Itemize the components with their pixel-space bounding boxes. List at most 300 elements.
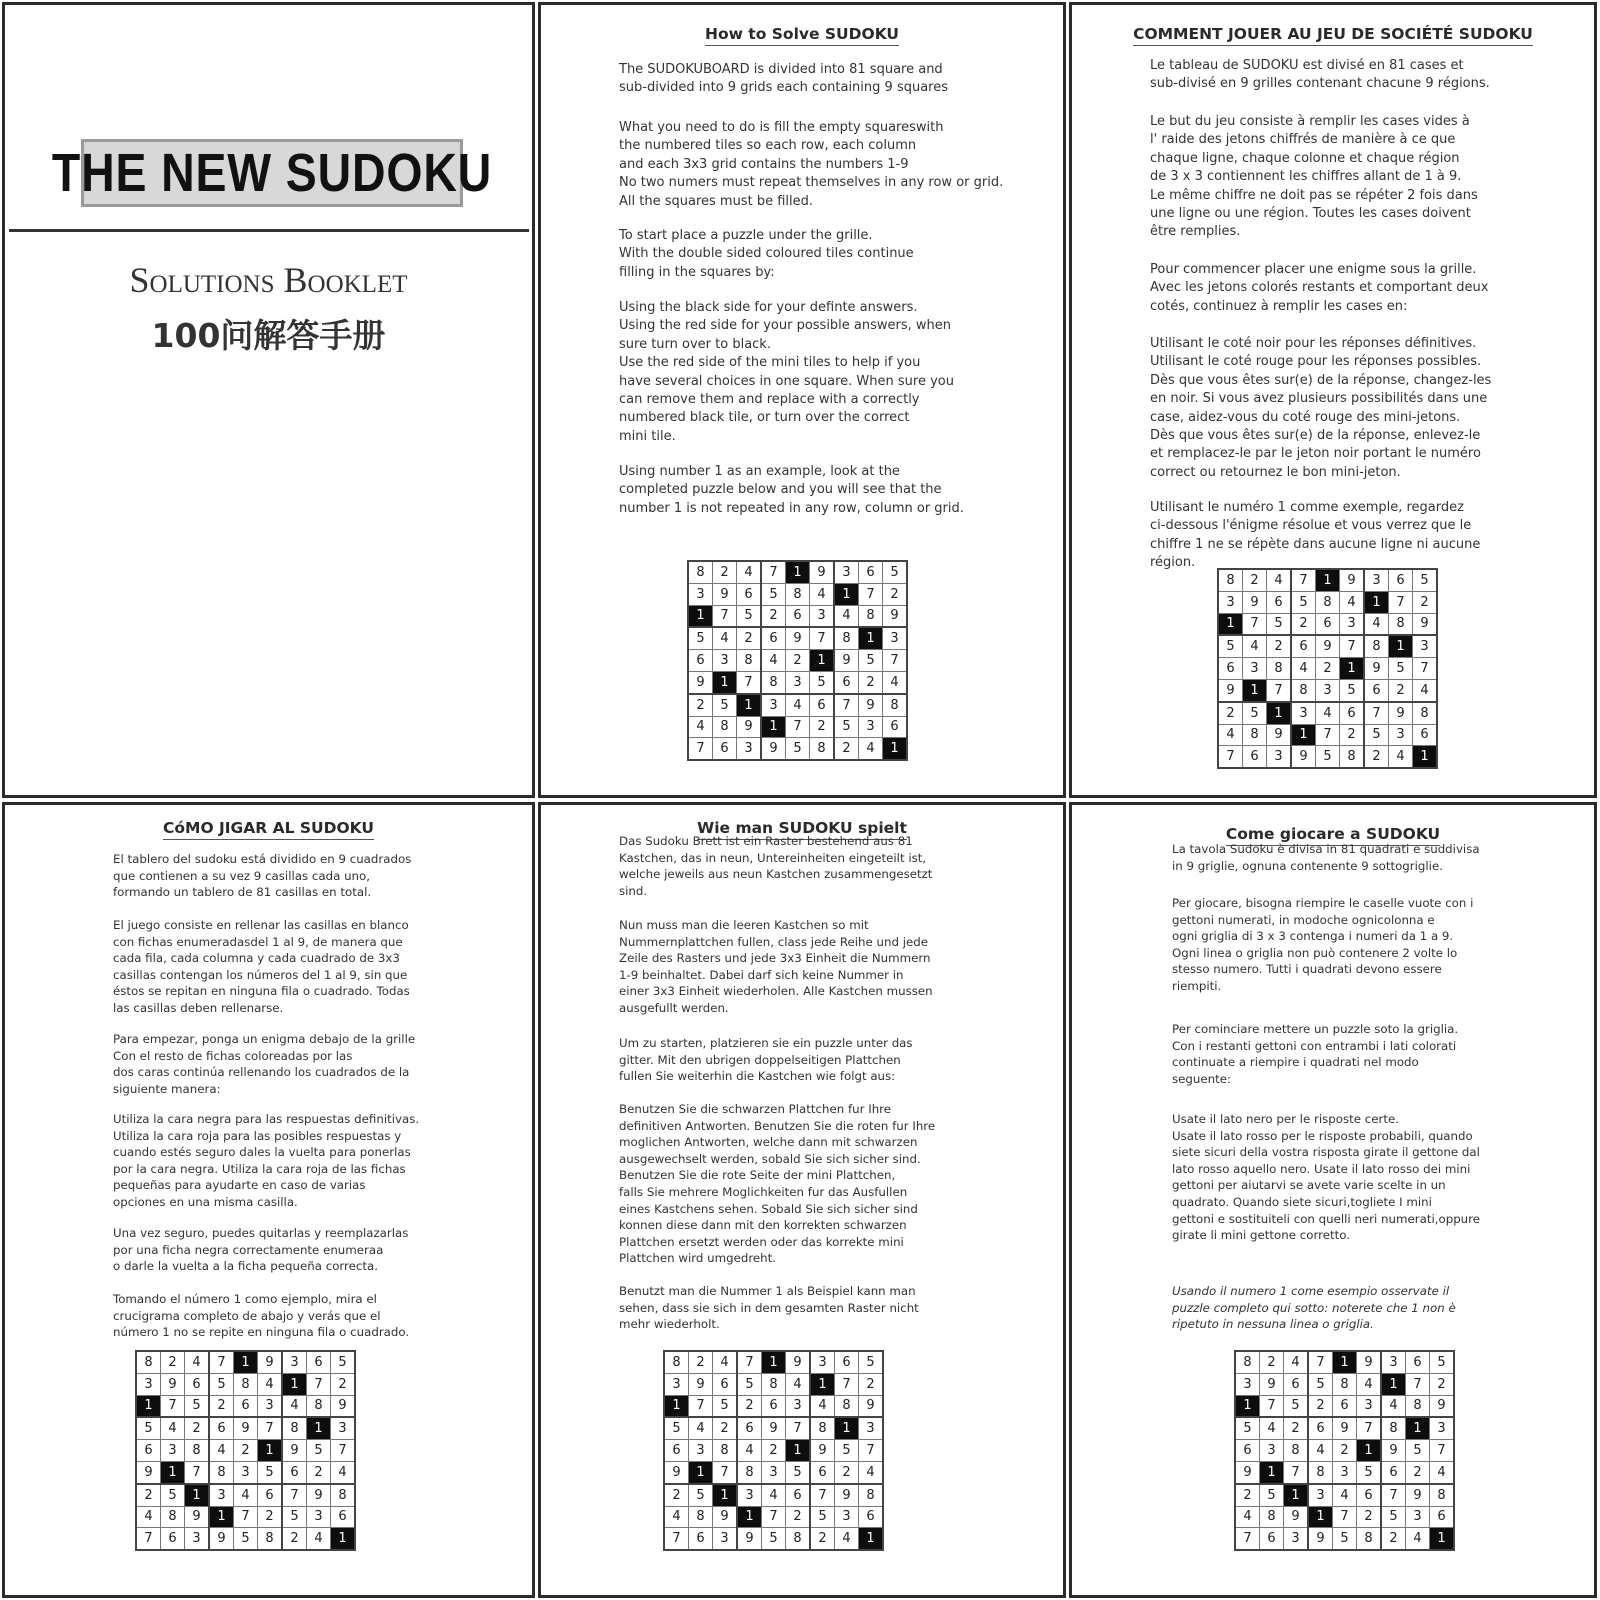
sudoku-row <box>688 671 907 693</box>
sudoku-cell: 8 <box>1267 658 1292 680</box>
sudoku-cell: 9 <box>810 561 835 583</box>
sudoku-cell: 2 <box>761 605 786 627</box>
sudoku-cell: 5 <box>689 1484 713 1506</box>
sudoku-cell: 2 <box>834 738 859 760</box>
sudoku-cell: 1 <box>737 1506 762 1528</box>
divider <box>9 229 529 232</box>
sudoku-cell: 8 <box>761 671 786 693</box>
sudoku-cell: 8 <box>234 1373 258 1395</box>
sudoku-cell: 1 <box>810 650 835 672</box>
sudoku-cell: 9 <box>883 605 908 627</box>
sudoku-cell: 7 <box>786 1417 811 1439</box>
sudoku-row <box>1235 1506 1454 1528</box>
brand-logo <box>51 139 493 207</box>
sudoku-cell: 3 <box>1357 1395 1382 1417</box>
sudoku-cell: 2 <box>234 1440 258 1462</box>
sudoku-cell: 5 <box>713 1395 738 1417</box>
sudoku-cell: 5 <box>1430 1351 1455 1373</box>
sudoku-cell: 5 <box>688 627 713 649</box>
sudoku-cell: 1 <box>1218 613 1243 635</box>
sudoku-cell: 7 <box>161 1395 185 1417</box>
sudoku-cell: 3 <box>331 1417 356 1439</box>
sudoku-cell: 7 <box>1364 702 1389 724</box>
sudoku-cell: 8 <box>834 627 859 649</box>
sudoku-cell: 3 <box>1340 613 1365 635</box>
sudoku-cell: 4 <box>1340 591 1365 613</box>
sudoku-solution-grid <box>663 1350 884 1551</box>
sudoku-row <box>664 1351 883 1373</box>
sudoku-cell: 1 <box>234 1351 258 1373</box>
paragraph: Benutzt man die Nummer 1 als Beispiel kann man sehen, dass sie sich in dem gesamten Raster nicht mehr wiederholt. <box>619 1284 919 1332</box>
sudoku-cell: 7 <box>209 1351 234 1373</box>
sudoku-row <box>1218 569 1437 591</box>
sudoku-cell: 5 <box>1340 679 1365 701</box>
sudoku-cell: 5 <box>1267 613 1292 635</box>
sudoku-cell: 3 <box>1406 1506 1430 1528</box>
sudoku-cell: 2 <box>1340 724 1365 746</box>
sudoku-cell: 4 <box>834 605 859 627</box>
sudoku-cell: 2 <box>1291 613 1316 635</box>
sudoku-cell: 8 <box>1406 1395 1430 1417</box>
sudoku-row <box>1218 724 1437 746</box>
sudoku-cell: 2 <box>688 694 713 716</box>
sudoku-cell: 3 <box>664 1373 689 1395</box>
french-instructions-page <box>1069 2 1597 798</box>
sudoku-cell: 1 <box>1267 702 1292 724</box>
sudoku-cell: 3 <box>1260 1440 1284 1462</box>
paragraph: Using the black side for your definte answers. Using the red side for your possible answers, when sure turn over to black. Use the red side of the mini tiles to help if you have several choices in one square. When sure you can remove them and replace with a correctly numbered black tile, or turn over the correct mini tile. <box>619 300 954 444</box>
sudoku-cell: 6 <box>1357 1484 1382 1506</box>
sudoku-cell: 4 <box>1430 1461 1455 1483</box>
sudoku-cell: 7 <box>331 1440 356 1462</box>
sudoku-cell: 9 <box>1316 635 1340 657</box>
sudoku-cell: 8 <box>762 1373 786 1395</box>
sudoku-cell: 8 <box>1340 746 1365 768</box>
spanish-instructions-page <box>2 802 535 1598</box>
sudoku-cell: 5 <box>834 716 859 738</box>
sudoku-cell: 3 <box>1243 658 1267 680</box>
sudoku-cell: 8 <box>209 1461 234 1483</box>
sudoku-cell: 6 <box>1333 1395 1357 1417</box>
sudoku-cell: 6 <box>810 694 835 716</box>
sudoku-cell: 5 <box>761 583 786 605</box>
sudoku-cell: 8 <box>1357 1528 1382 1550</box>
sudoku-cell: 7 <box>282 1484 307 1506</box>
sudoku-row <box>688 694 907 716</box>
sudoku-cell: 3 <box>859 1417 884 1439</box>
sudoku-cell: 3 <box>161 1440 185 1462</box>
sudoku-cell: 3 <box>835 1506 859 1528</box>
sudoku-cell: 4 <box>1235 1506 1260 1528</box>
sudoku-row <box>136 1417 355 1439</box>
sudoku-cell: 4 <box>1333 1484 1357 1506</box>
sudoku-cell: 4 <box>762 1484 786 1506</box>
sudoku-cell: 8 <box>307 1395 331 1417</box>
sudoku-row <box>136 1351 355 1373</box>
sudoku-row <box>136 1373 355 1395</box>
sudoku-cell: 7 <box>1406 1373 1430 1395</box>
sudoku-cell: 4 <box>883 671 908 693</box>
sudoku-cell: 2 <box>1218 702 1243 724</box>
sudoku-solution-grid <box>1234 1350 1455 1551</box>
sudoku-cell: 4 <box>1218 724 1243 746</box>
italian-instructions-page <box>1069 802 1597 1598</box>
sudoku-cell: 5 <box>1389 658 1413 680</box>
sudoku-cell: 8 <box>689 1506 713 1528</box>
sudoku-cell: 8 <box>1291 679 1316 701</box>
sudoku-cell: 8 <box>1316 591 1340 613</box>
sudoku-cell: 3 <box>258 1395 283 1417</box>
sudoku-cell: 4 <box>688 716 713 738</box>
sudoku-cell: 8 <box>688 561 713 583</box>
sudoku-cell: 6 <box>1308 1417 1333 1439</box>
sudoku-cell: 8 <box>1218 569 1243 591</box>
sudoku-cell: 5 <box>859 650 883 672</box>
sudoku-cell: 2 <box>737 1395 762 1417</box>
sudoku-cell: 4 <box>713 1351 738 1373</box>
sudoku-cell: 6 <box>786 605 810 627</box>
sudoku-cell: 2 <box>737 627 762 649</box>
sudoku-cell: 6 <box>1284 1373 1309 1395</box>
sudoku-solution-grid <box>135 1350 356 1551</box>
sudoku-cell: 4 <box>331 1461 356 1483</box>
sudoku-cell: 6 <box>762 1395 786 1417</box>
sudoku-cell: 1 <box>1413 746 1438 768</box>
paragraph: Using number 1 as an example, look at the completed puzzle below and you will see that the number 1 is not repeated in any row, column or grid. <box>619 464 964 516</box>
sudoku-cell: 6 <box>258 1484 283 1506</box>
sudoku-row <box>688 738 907 760</box>
paragraph: To start place a puzzle under the grille. With the double sided coloured tiles continue filling in the squares by: <box>619 228 914 280</box>
sudoku-cell: 6 <box>1316 613 1340 635</box>
sudoku-cell: 1 <box>713 671 737 693</box>
sudoku-cell: 2 <box>859 1373 884 1395</box>
sudoku-cell: 8 <box>786 1528 811 1550</box>
paragraph: Benutzen Sie die schwarzen Plattchen fur Ihre definitiven Antworten. Benutzen Sie die roten fur Ihre moglichen Antworten, welche dann mit schwarzen ausgewechselt werden, sobald Sie sich sicher sind. Benutzen Sie die rote Seite der mini Plattchen, falls Sie mehrere Moglichkeiten fur das Ausfullen eines Kastchens sehen. Sobald Sie sich sicher sind konnen diese dann mit den korrekten schwarzen Plattchen ersetzt werden oder das korrekte mini Plattchen wird umgedreht. <box>619 1102 936 1266</box>
sudoku-cell: 7 <box>689 1395 713 1417</box>
sudoku-cell: 9 <box>761 738 786 760</box>
sudoku-cell: 4 <box>1406 1528 1430 1550</box>
sudoku-cell: 9 <box>1389 702 1413 724</box>
sudoku-cell: 6 <box>1291 635 1316 657</box>
sudoku-cell: 1 <box>761 716 786 738</box>
sudoku-cell: 9 <box>834 650 859 672</box>
booklet-subtitle-chinese: 100问解答手册 <box>151 316 386 355</box>
sudoku-row <box>1218 679 1437 701</box>
sudoku-cell: 7 <box>1333 1506 1357 1528</box>
sudoku-cell: 2 <box>859 671 883 693</box>
sudoku-cell: 7 <box>883 650 908 672</box>
sudoku-cell: 7 <box>737 671 762 693</box>
sudoku-cell: 2 <box>883 583 908 605</box>
sudoku-cell: 9 <box>307 1484 331 1506</box>
sudoku-cell: 6 <box>282 1461 307 1483</box>
sudoku-cell: 7 <box>835 1373 859 1395</box>
sudoku-cell: 4 <box>737 1440 762 1462</box>
sudoku-cell: 6 <box>859 1506 884 1528</box>
sudoku-cell: 1 <box>786 561 810 583</box>
sudoku-cell: 6 <box>859 561 883 583</box>
sudoku-cell: 1 <box>762 1351 786 1373</box>
sudoku-row <box>664 1440 883 1462</box>
sudoku-row <box>136 1484 355 1506</box>
sudoku-cell: 2 <box>786 1506 811 1528</box>
sudoku-cell: 5 <box>859 1351 884 1373</box>
sudoku-cell: 9 <box>859 1395 884 1417</box>
sudoku-cell: 3 <box>883 627 908 649</box>
sudoku-cell: 7 <box>258 1417 283 1439</box>
sudoku-row <box>1218 613 1437 635</box>
sudoku-cell: 1 <box>664 1395 689 1417</box>
sudoku-cell: 1 <box>1316 569 1340 591</box>
sudoku-cell: 3 <box>689 1440 713 1462</box>
sudoku-cell: 2 <box>1235 1484 1260 1506</box>
sudoku-cell: 3 <box>834 561 859 583</box>
sudoku-cell: 3 <box>1291 702 1316 724</box>
sudoku-cell: 8 <box>1308 1461 1333 1483</box>
sudoku-cell: 9 <box>258 1351 283 1373</box>
sudoku-row <box>1218 746 1437 768</box>
sudoku-row <box>136 1461 355 1483</box>
sudoku-cell: 1 <box>713 1484 738 1506</box>
sudoku-cell: 9 <box>737 716 762 738</box>
sudoku-cell: 3 <box>185 1528 210 1550</box>
sudoku-cell: 5 <box>1284 1395 1309 1417</box>
german-instructions-page <box>538 802 1066 1598</box>
sudoku-cell: 8 <box>786 583 810 605</box>
sudoku-cell: 1 <box>331 1528 356 1550</box>
sudoku-cell: 6 <box>1267 591 1292 613</box>
sudoku-cell: 8 <box>258 1528 283 1550</box>
sudoku-cell: 9 <box>664 1461 689 1483</box>
sudoku-cell: 1 <box>1291 724 1316 746</box>
sudoku-cell: 5 <box>1381 1506 1406 1528</box>
sudoku-cell: 3 <box>1218 591 1243 613</box>
sudoku-cell: 1 <box>688 605 713 627</box>
sudoku-cell: 1 <box>1284 1484 1309 1506</box>
sudoku-cell: 3 <box>1381 1351 1406 1373</box>
sudoku-cell: 2 <box>1316 658 1340 680</box>
sudoku-cell: 4 <box>258 1373 283 1395</box>
sudoku-cell: 1 <box>883 738 908 760</box>
sudoku-cell: 8 <box>1389 613 1413 635</box>
sudoku-cell: 1 <box>859 1528 884 1550</box>
sudoku-cell: 3 <box>282 1351 307 1373</box>
sudoku-cell: 3 <box>810 605 835 627</box>
sudoku-cell: 9 <box>1430 1395 1455 1417</box>
sudoku-row <box>664 1417 883 1439</box>
sudoku-cell: 8 <box>713 1440 738 1462</box>
paragraph: Utilisant le numéro 1 comme exemple, regardez ci-dessous l'énigme résolue et vous verrez que le chiffre 1 ne se répète dans aucune ligne ni aucune région. <box>1150 500 1481 571</box>
sudoku-cell: 2 <box>1413 591 1438 613</box>
sudoku-cell: 8 <box>664 1351 689 1373</box>
sudoku-cell: 7 <box>1316 724 1340 746</box>
sudoku-cell: 5 <box>883 561 908 583</box>
sudoku-cell: 9 <box>1284 1506 1309 1528</box>
sudoku-cell: 7 <box>1413 658 1438 680</box>
sudoku-cell: 4 <box>1291 658 1316 680</box>
sudoku-cell: 9 <box>282 1440 307 1462</box>
sudoku-cell: 6 <box>737 583 762 605</box>
sudoku-cell: 5 <box>209 1373 234 1395</box>
sudoku-cell: 6 <box>835 1351 859 1373</box>
sudoku-cell: 6 <box>810 1461 835 1483</box>
sudoku-cell: 4 <box>859 1461 884 1483</box>
sudoku-cell: 9 <box>1340 569 1365 591</box>
sudoku-cell: 3 <box>307 1506 331 1528</box>
sudoku-cell: 8 <box>1364 635 1389 657</box>
sudoku-cell: 5 <box>1413 569 1438 591</box>
sudoku-cell: 5 <box>161 1484 185 1506</box>
sudoku-cell: 9 <box>1291 746 1316 768</box>
sudoku-cell: 1 <box>136 1395 161 1417</box>
sudoku-cell: 9 <box>161 1373 185 1395</box>
sudoku-row <box>1235 1528 1454 1550</box>
sudoku-cell: 1 <box>834 583 859 605</box>
paragraph: Le tableau de SUDOKU est divisé en 81 cases et sub-divisé en 9 grilles contenant chacune 9 régions. <box>1150 58 1490 92</box>
sudoku-cell: 7 <box>1218 746 1243 768</box>
sudoku-cell: 2 <box>1406 1461 1430 1483</box>
sudoku-cell: 2 <box>1357 1506 1382 1528</box>
sudoku-cell: 5 <box>1235 1417 1260 1439</box>
sudoku-cell: 2 <box>762 1440 786 1462</box>
sudoku-cell: 6 <box>1218 658 1243 680</box>
sudoku-row <box>1235 1351 1454 1373</box>
sudoku-cell: 2 <box>282 1528 307 1550</box>
sudoku-cell: 3 <box>1413 635 1438 657</box>
sudoku-cell: 8 <box>883 694 908 716</box>
sudoku-cell: 7 <box>1381 1484 1406 1506</box>
sudoku-cell: 9 <box>688 671 713 693</box>
sudoku-row <box>1235 1440 1454 1462</box>
sudoku-row <box>1218 658 1437 680</box>
sudoku-cell: 9 <box>835 1484 859 1506</box>
paragraph: El tablero del sudoku está dividido en 9 cuadrados que contienen a su vez 9 casillas cada uno, formando un tablero de 81 casillas en total. <box>113 852 412 900</box>
sudoku-cell: 9 <box>1218 679 1243 701</box>
page-title: CóMO JIGAR AL SUDOKU <box>5 819 532 837</box>
sudoku-cell: 2 <box>307 1461 331 1483</box>
sudoku-cell: 7 <box>136 1528 161 1550</box>
sudoku-cell: 5 <box>1357 1461 1382 1483</box>
sudoku-cell: 6 <box>688 650 713 672</box>
sudoku-row <box>688 561 907 583</box>
sudoku-cell: 2 <box>1389 679 1413 701</box>
sudoku-cell: 7 <box>713 1461 738 1483</box>
sudoku-cell: 7 <box>762 1506 786 1528</box>
sudoku-cell: 6 <box>713 1373 738 1395</box>
cover-page <box>2 2 535 798</box>
sudoku-row <box>136 1528 355 1550</box>
sudoku-cell: 1 <box>810 1373 835 1395</box>
sudoku-cell: 6 <box>234 1395 258 1417</box>
sudoku-cell: 9 <box>331 1395 356 1417</box>
paragraph: Tomando el número 1 como ejemplo, mira el crucigrama completo de abajo y verás que el número 1 no se repite en ninguna fila o cuadrado. <box>113 1292 410 1340</box>
sudoku-cell: 3 <box>234 1461 258 1483</box>
sudoku-cell: 8 <box>810 738 835 760</box>
sudoku-cell: 7 <box>810 1484 835 1506</box>
sudoku-row <box>664 1484 883 1506</box>
sudoku-cell: 1 <box>1243 679 1267 701</box>
sudoku-cell: 2 <box>786 650 810 672</box>
sudoku-cell: 7 <box>234 1506 258 1528</box>
page-title: Wie man SUDOKU spielt <box>541 819 1063 837</box>
sudoku-cell: 2 <box>161 1351 185 1373</box>
sudoku-cell: 4 <box>136 1506 161 1528</box>
sudoku-cell: 3 <box>1308 1484 1333 1506</box>
sudoku-cell: 3 <box>786 1395 811 1417</box>
sudoku-cell: 6 <box>161 1528 185 1550</box>
sudoku-cell: 3 <box>859 716 883 738</box>
sudoku-cell: 9 <box>1406 1484 1430 1506</box>
paragraph: El juego consiste en rellenar las casillas en blanco con fichas enumeradasdel 1 al 9, de manera que cada fila, cada columna y cada cuadrado de 3x3 casillas contengan los números del 1 al 9, sin que éstos se repitan en ninguna fila o cuadrado. Todas las casillas deben rellenarse. <box>113 918 410 1015</box>
sudoku-cell: 5 <box>1333 1528 1357 1550</box>
sudoku-cell: 5 <box>1316 746 1340 768</box>
sudoku-cell: 4 <box>1260 1417 1284 1439</box>
paragraph: Utilisant le coté noir pour les réponses définitives. Utilisant le coté rouge pour les réponses possibles. Dès que vous êtes sur(e) de la réponse, changez-les en noir. Si vous avez plusieurs possibilités dans une case, aidez-vous du coté rouge des mini-jetons. Dès que vous êtes sur(e) de la réponse, enlevez-le et remplacez-le par le jeton noir portant le numéro correct ou retournez le bon mini-jeton. <box>1150 336 1492 480</box>
sudoku-cell: 2 <box>1284 1417 1309 1439</box>
sudoku-cell: 1 <box>1430 1528 1455 1550</box>
page-title: COMMENT JOUER AU JEU DE SOCIÉTÉ SUDOKU <box>1072 25 1594 43</box>
sudoku-cell: 3 <box>713 650 737 672</box>
sudoku-cell: 9 <box>1364 658 1389 680</box>
sudoku-cell: 5 <box>786 1461 811 1483</box>
paragraph: Le but du jeu consiste à remplir les cases vides à l' raide des jetons chiffrés de manière à ce que chaque ligne, chaque colonne et chaque région de 3 x 3 contiennent les chiffres allant de 1 à 9. Le même chiffre ne doit pas se répéter 2 fois dans une ligne ou une région. Toutes les cases doivent être remplies. <box>1150 114 1478 240</box>
sudoku-cell: 1 <box>737 694 762 716</box>
sudoku-cell: 8 <box>1235 1351 1260 1373</box>
sudoku-cell: 1 <box>307 1417 331 1439</box>
paragraph: Usate il lato nero per le risposte certe. Usate il lato rosso per le risposte probabili, quando siete sicuri della vostra risposta girate il gettone dal lato rosso aquello nero. Usate il lato rosso dei mini gettoni per aiutarvi se avete varie scelte in un quadrato. Quando siete sicuri,togliete I mini gettoni e sostituiteli con quelli neri numerati,oppure girate li mini gettone corretto. <box>1172 1112 1481 1243</box>
sudoku-cell: 1 <box>1364 591 1389 613</box>
sudoku-cell: 6 <box>1381 1461 1406 1483</box>
sudoku-cell: 5 <box>136 1417 161 1439</box>
sudoku-cell: 4 <box>1308 1440 1333 1462</box>
sudoku-cell: 4 <box>810 1395 835 1417</box>
sudoku-cell: 4 <box>859 738 883 760</box>
sudoku-cell: 7 <box>664 1528 689 1550</box>
sudoku-cell: 2 <box>185 1417 210 1439</box>
sudoku-cell: 3 <box>1389 724 1413 746</box>
sudoku-cell: 9 <box>762 1417 786 1439</box>
sudoku-cell: 5 <box>664 1417 689 1439</box>
sudoku-cell: 6 <box>1413 724 1438 746</box>
sudoku-cell: 7 <box>1430 1440 1455 1462</box>
sudoku-cell: 6 <box>737 1417 762 1439</box>
sudoku-cell: 5 <box>810 671 835 693</box>
sudoku-cell: 8 <box>737 1461 762 1483</box>
sudoku-cell: 5 <box>1243 702 1267 724</box>
sudoku-cell: 4 <box>664 1506 689 1528</box>
sudoku-cell: 4 <box>786 1373 811 1395</box>
sudoku-cell: 2 <box>1308 1395 1333 1417</box>
sudoku-cell: 8 <box>161 1506 185 1528</box>
sudoku-cell: 1 <box>1357 1440 1382 1462</box>
sudoku-row <box>1235 1484 1454 1506</box>
sudoku-cell: 3 <box>688 583 713 605</box>
sudoku-cell: 4 <box>737 561 762 583</box>
sudoku-cell: 5 <box>282 1506 307 1528</box>
sudoku-cell: 8 <box>1284 1440 1309 1462</box>
sudoku-cell: 8 <box>1381 1417 1406 1439</box>
sudoku-cell: 2 <box>713 1417 738 1439</box>
sudoku-cell: 1 <box>185 1484 210 1506</box>
sudoku-row <box>1218 591 1437 613</box>
sudoku-row <box>1235 1395 1454 1417</box>
sudoku-cell: 6 <box>664 1440 689 1462</box>
sudoku-cell: 9 <box>786 627 810 649</box>
paragraph: Per giocare, bisogna riempire le caselle vuote con i gettoni numerati, in modoche ognicolonna e ogni griglia di 3 x 3 contenga i numeri da 1 a 9. Ogni linea o griglia non può contenere 2 volte lo stesso numero. Tutti i quadrati devono essere riempiti. <box>1172 896 1474 993</box>
sudoku-cell: 1 <box>689 1461 713 1483</box>
sudoku-cell: 6 <box>136 1440 161 1462</box>
sudoku-cell: 8 <box>331 1484 356 1506</box>
